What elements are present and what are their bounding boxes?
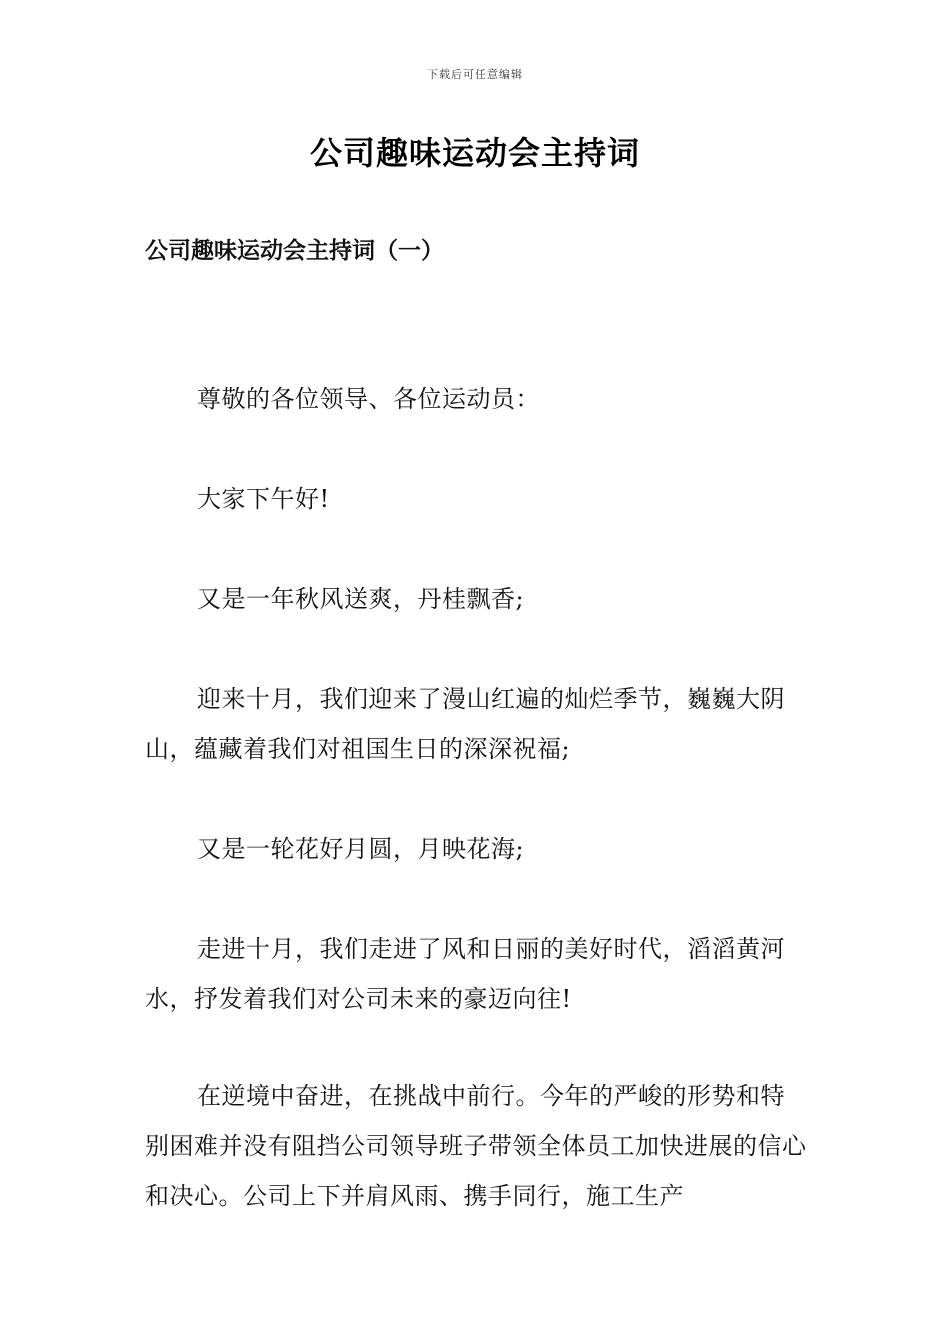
section-heading: 公司趣味运动会主持词（一） [145, 237, 444, 264]
paragraph-adversity: 在逆境中奋进，在挑战中前行。今年的严峻的形势和特别困难并没有阻挡公司领导班子带领全体员工加快进展的信心和决心。公司上下并肩风雨、携手同行，施工生产 [145, 1082, 807, 1210]
paragraph-october-era: 走进十月，我们走进了风和日丽的美好时代，滔滔黄河水，抒发着我们对公司未来的豪迈向往! [145, 935, 785, 1013]
paragraph-greeting-address: 尊敬的各位领导、各位运动员： [197, 385, 540, 413]
paragraph-october-season: 迎来十月，我们迎来了漫山红遍的灿烂季节，巍巍大阴山，蕴藏着我们对祖国生日的深深祝福; [145, 685, 785, 763]
header-note: 下载后可任意编辑 [427, 68, 523, 81]
paragraph-greeting: 大家下午好! [197, 485, 330, 513]
paragraph-autumn: 又是一年秋风送爽，丹桂飘香; [197, 585, 525, 613]
paragraph-full-moon: 又是一轮花好月圆，月映花海; [197, 835, 525, 863]
document-title: 公司趣味运动会主持词 [309, 134, 640, 172]
